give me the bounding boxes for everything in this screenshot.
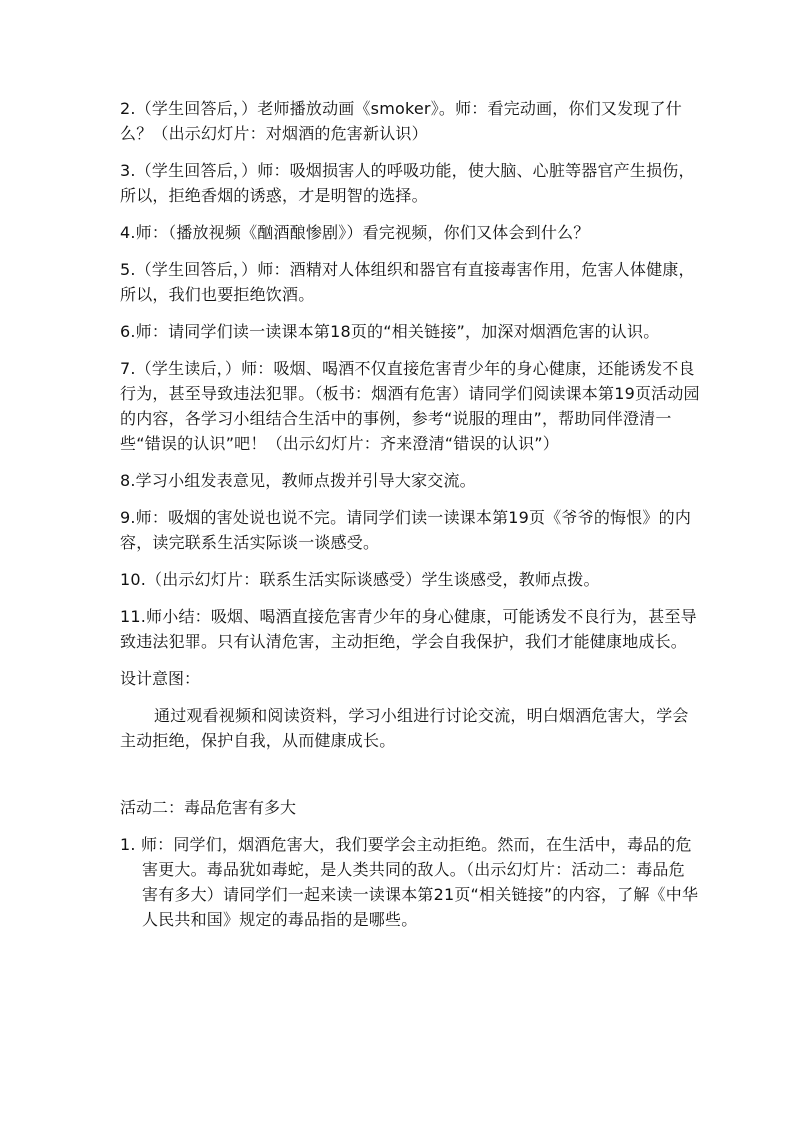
paragraph-6: 6.师：请同学们读一读课本第18页的“相关链接”，加深对烟酒危害的认识。 [120, 322, 660, 341]
paragraph-5: 5.（学生回答后，）师：酒精对人体组织和器官有直接毒害作用，危害人体健康，所以，我们也要拒绝饮酒。 [120, 260, 695, 304]
paragraph-3: 3.（学生回答后，）师：吸烟损害人的呼吸功能，使大脑、心脏等器官产生损伤，所以，拒绝香烟的诱惑，才是明智的选择。 [120, 161, 695, 205]
paragraph-10: 10.（出示幻灯片：联系生活实际谈感受）学生谈感受，教师点拨。 [120, 570, 600, 589]
paragraph-11: 11.师小结：吸烟、喝酒直接危害青少年的身心健康，可能诱发不良行为，甚至导致违法犯罪。只有认清危害，主动拒绝，学会自我保护，我们才能健康地成长。 [120, 607, 697, 651]
paragraph-2: 2.（学生回答后，）老师播放动画《smoker》。师：看完动画，你们又发现了什么？（出示幻灯片：对烟酒的危害新认识） [120, 99, 682, 143]
document-page [120, 96, 700, 944]
paragraph-7: 7.（学生读后，）师：吸烟、喝酒不仅直接危害青少年的身心健康，还能诱发不良行为，甚至导致违法犯罪。（板书：烟酒有危害）请同学们阅读课本第19页活动园的内容，各学习小组结合生活中的事例，参考“说服的理由”，帮助同伴澄清一些“错误的认识”吧！（出示幻灯片：齐来澄清“错误的认识”） [120, 359, 700, 453]
activity-two-item-1: 1. 师：同学们，烟酒危害大，我们要学会主动拒绝。然而，在生活中，毒品的危害更大。毒品犹如毒蛇，是人类共同的敌人。（出示幻灯片：活动二：毒品危害有多大）请同学们一起来读一读课本第21页“相关链接”的内容，了解《中华人民共和国》规定的毒品指的是哪些。 [120, 835, 699, 929]
design-intent-label: 设计意图： [120, 669, 201, 688]
activity-two-title: 活动二：毒品危害有多大 [120, 798, 297, 817]
paragraph-4: 4.师：（播放视频《酗酒酿惨剧》）看完视频，你们又体会到什么？ [120, 223, 590, 242]
section-spacer [120, 765, 700, 795]
paragraph-9: 9.师：吸烟的害处说也说不完。请同学们读一读课本第19页《爷爷的悔恨》的内容，读完联系生活实际谈一谈感受。 [120, 508, 692, 552]
design-intent-text: 通过观看视频和阅读资料，学习小组进行讨论交流，明白烟酒危害大，学会主动拒绝，保护自我，从而健康成长。 [120, 706, 689, 750]
paragraph-8: 8.学习小组发表意见，教师点拨并引导大家交流。 [120, 471, 476, 490]
